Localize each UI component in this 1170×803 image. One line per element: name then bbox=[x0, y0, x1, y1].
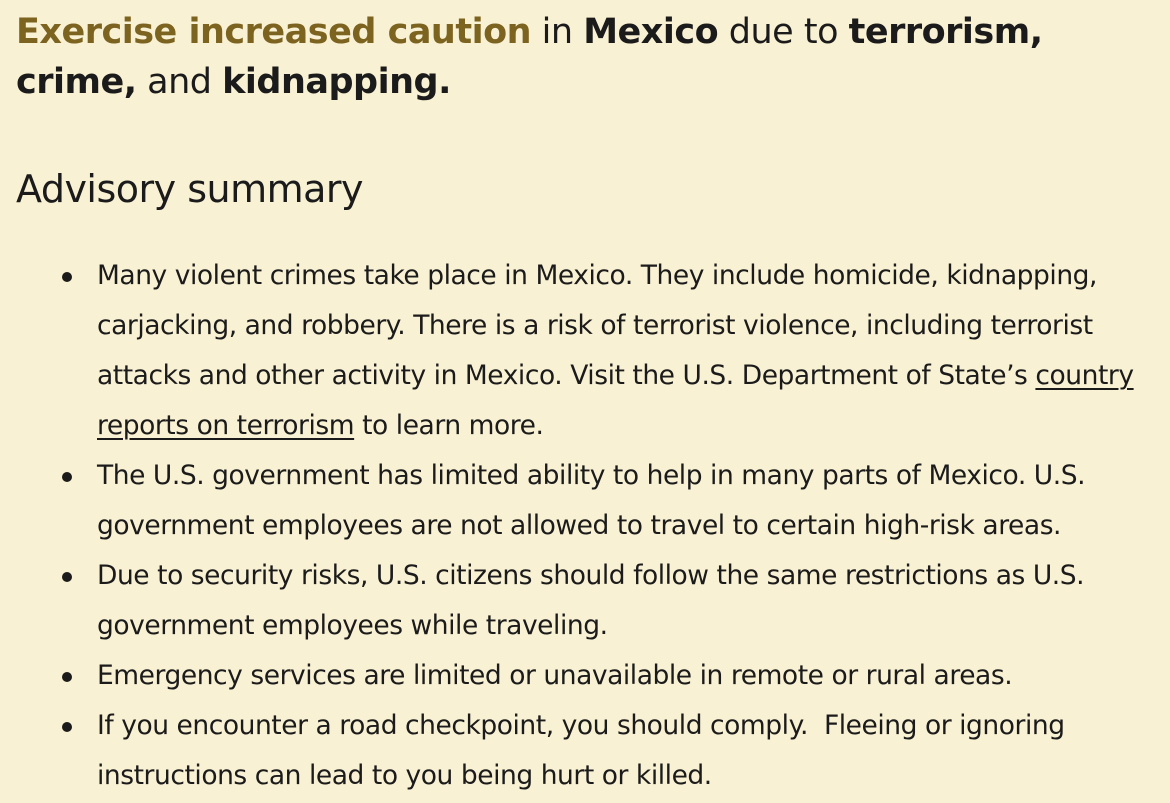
last-risk: kidnapping. bbox=[222, 62, 451, 102]
country-reports-on-terrorism-link[interactable]: country reports on terrorism bbox=[97, 360, 1134, 441]
summary-item-3-text: Due to security risks, U.S. citizens should follow the same restrictions as U.S. government employees while traveling. bbox=[97, 560, 1085, 641]
advisory-summary-heading: Advisory summary bbox=[16, 167, 364, 211]
list-item bbox=[0, 551, 1165, 651]
country-name: Mexico bbox=[583, 12, 719, 52]
bullet-icon bbox=[62, 572, 72, 582]
advisory-summary-list bbox=[0, 251, 1165, 801]
summary-item-4-text: Emergency services are limited or unavailable in remote or rural areas. bbox=[97, 660, 1013, 691]
and-text: and bbox=[136, 62, 223, 102]
list-item bbox=[0, 451, 1165, 551]
summary-item-1-text: Many violent crimes take place in Mexico. They include homicide, kidnapping, carjacking, and robbery. There is a risk of terrorist violence, including terrorist attacks and other activity in Mexico. Visit the U.S. Department of State’s bbox=[97, 260, 1098, 391]
due-to-text: due to bbox=[718, 12, 849, 52]
advisory-level-label: Exercise increased caution bbox=[16, 12, 532, 52]
list-item bbox=[0, 701, 1165, 801]
list-item bbox=[0, 251, 1165, 451]
in-text: in bbox=[531, 12, 584, 52]
risk-list: terrorism, crime, bbox=[16, 12, 1043, 102]
advisory-level-statement bbox=[16, 7, 1156, 107]
summary-item-5-text: If you encounter a road checkpoint, you should comply. Fleeing or ignoring instructions can lead to you being hurt or killed. bbox=[97, 710, 1073, 791]
list-item bbox=[0, 651, 1165, 701]
bullet-icon bbox=[62, 472, 72, 482]
bullet-icon bbox=[62, 272, 72, 282]
summary-item-2-text: The U.S. government has limited ability to help in many parts of Mexico. U.S. government employees are not allowed to travel to certain high-risk areas. bbox=[97, 460, 1086, 541]
summary-item-1-tail: to learn more. bbox=[354, 410, 544, 441]
bullet-icon bbox=[62, 672, 72, 682]
bullet-icon bbox=[62, 722, 72, 732]
